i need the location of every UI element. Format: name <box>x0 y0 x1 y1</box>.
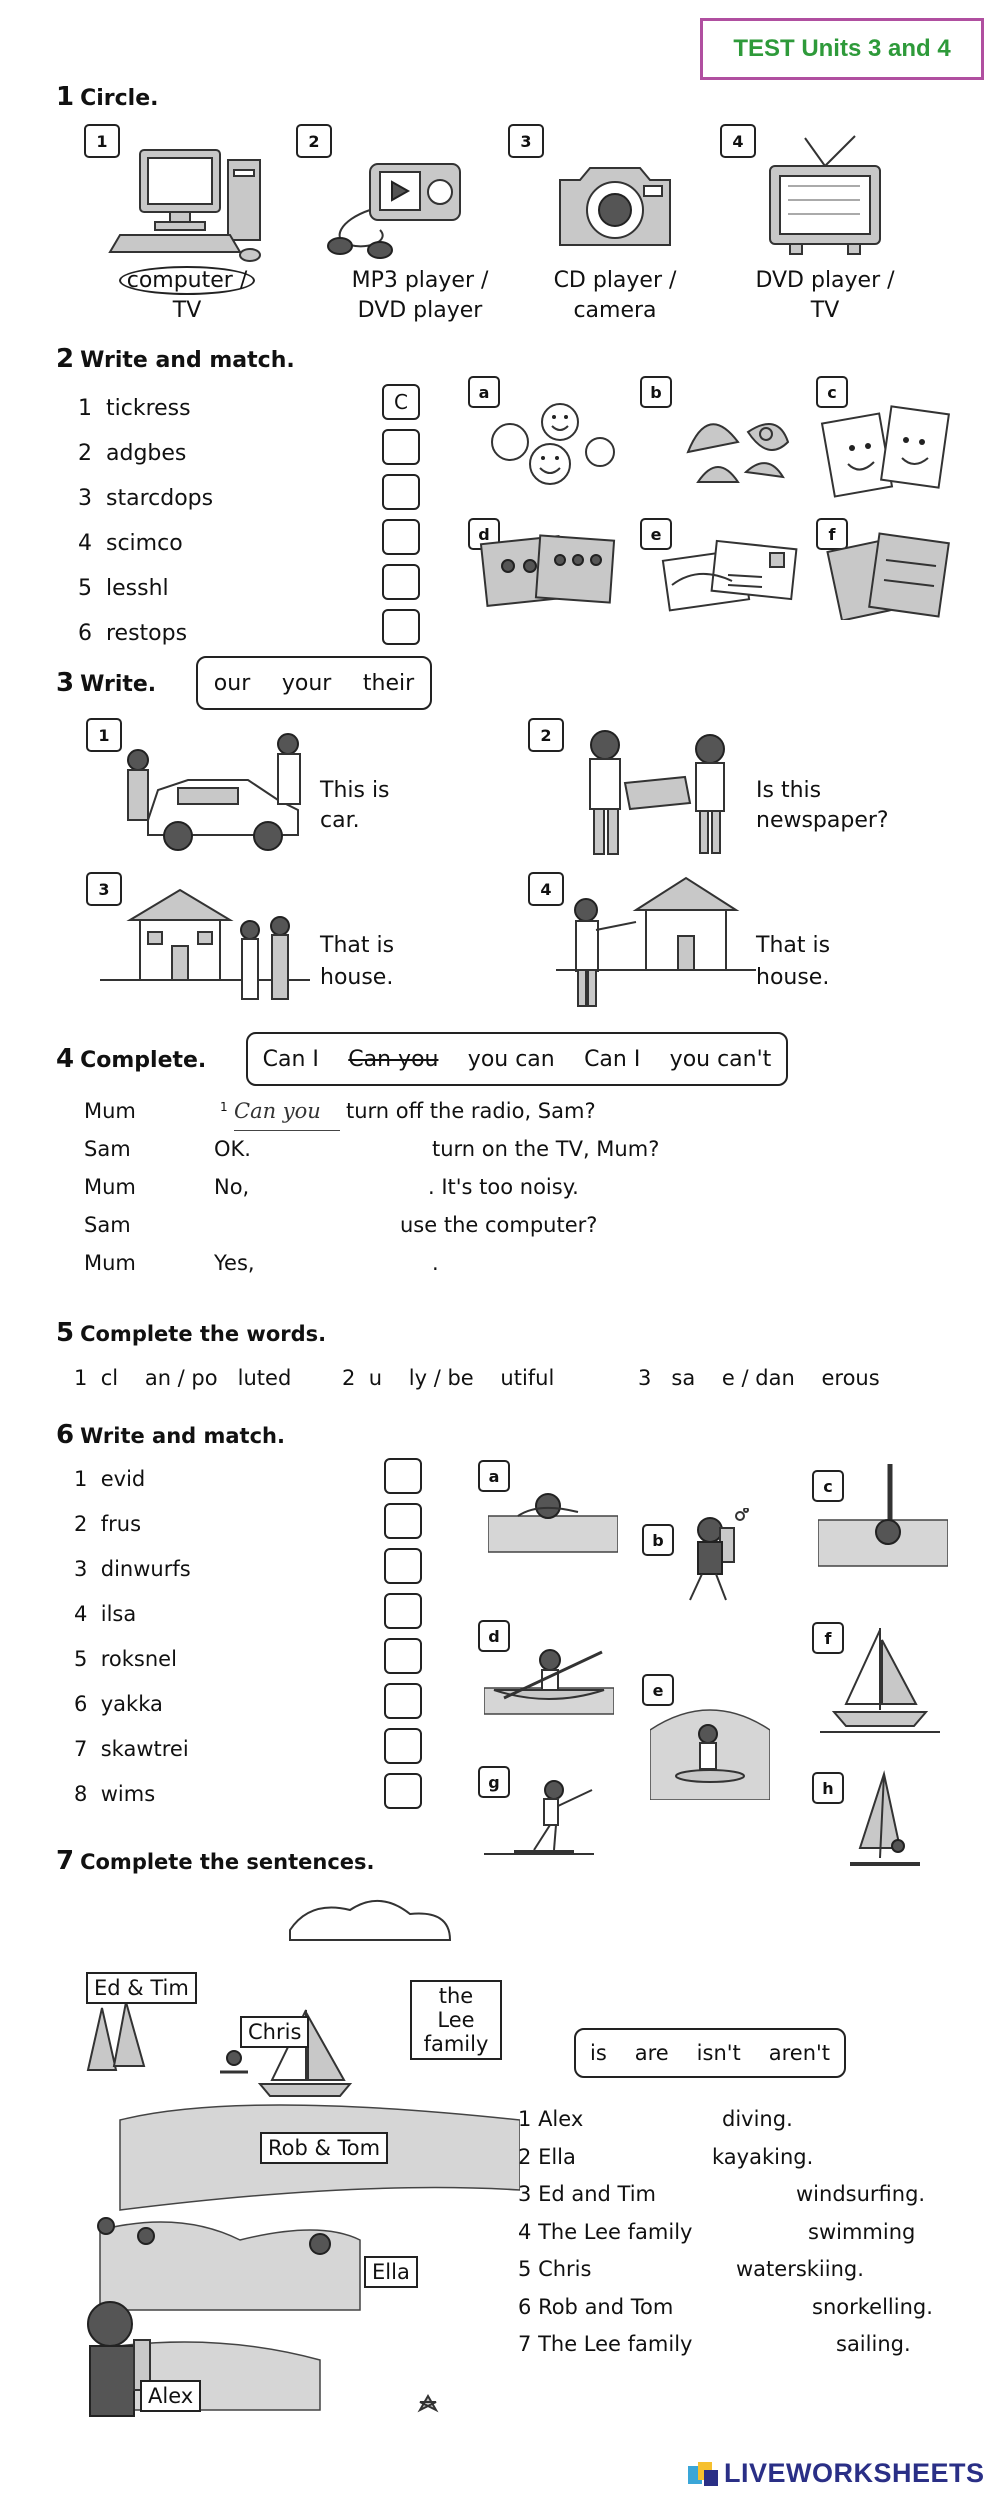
stickers-cards-icon <box>820 398 960 498</box>
dialogue-line: Sam OK. turn on the TV, Mum? <box>84 1137 660 1161</box>
pic-label: f <box>812 1622 844 1654</box>
item-number: 3 <box>86 872 122 906</box>
word-bank: our your their <box>196 656 432 710</box>
list-item: 2 frus <box>74 1512 142 1536</box>
choice-line1[interactable]: CD player / <box>553 268 677 293</box>
list-item: 7 skawtrei <box>74 1737 189 1761</box>
word-completion-1: 1 cl an / po luted <box>74 1366 292 1390</box>
swimming-illustration <box>488 1476 618 1556</box>
sentence-line1: That is <box>756 933 831 958</box>
item-number: 4 <box>528 872 564 906</box>
section-6-heading: 6 Write and match. <box>56 1420 285 1450</box>
pic-label: g <box>478 1766 510 1798</box>
stickers-icon <box>480 392 620 492</box>
shells-icon <box>668 392 798 492</box>
choice-line1[interactable]: MP3 player / <box>351 268 489 293</box>
answer-box[interactable] <box>382 429 420 465</box>
pic-label: d <box>468 518 500 550</box>
list-item: 4 ilsa <box>74 1602 137 1626</box>
sentence-list <box>518 2101 958 2364</box>
pic-label: e <box>642 1674 674 1706</box>
sentence-line1: This is <box>320 778 390 803</box>
list-item: 5 lesshl <box>78 576 169 601</box>
surfing-illustration <box>650 1690 770 1800</box>
footer-brand-text: LIVEWORKSHEETS <box>724 2458 985 2488</box>
sentence-line2: house. <box>320 965 394 990</box>
answer-box[interactable] <box>382 519 420 555</box>
answer-box[interactable] <box>384 1728 422 1764</box>
choice-computer-circled[interactable]: computer / <box>119 266 256 295</box>
diving-illustration <box>670 1508 760 1608</box>
list-item: 1 evid <box>74 1467 146 1491</box>
item-number: 1 <box>86 718 122 752</box>
scene-label: Chris <box>240 2016 309 2048</box>
house-family-illustration <box>100 880 310 1010</box>
answer-box[interactable] <box>382 564 420 600</box>
list-item: 3 Ed and Tim windsurfing. <box>518 2182 926 2206</box>
list-item: 3 starcdops <box>78 486 214 511</box>
answer-box[interactable] <box>384 1548 422 1584</box>
sentence-line1: Is this <box>756 778 822 803</box>
choice-line2[interactable]: camera <box>573 298 657 323</box>
answer-box[interactable] <box>384 1773 422 1809</box>
choice-line2[interactable]: TV <box>172 298 202 323</box>
item-number: 2 <box>528 718 564 752</box>
sentence-line2: house. <box>756 965 830 990</box>
tv-icon <box>760 130 890 260</box>
word-bank: is are isn't aren't <box>574 2028 846 2078</box>
dialogue-line: Mum Yes, . <box>84 1251 439 1275</box>
list-item: 6 Rob and Tom snorkelling. <box>518 2294 933 2319</box>
dialogue-line: Mum 1 Can you turn off the radio, Sam? <box>84 1092 136 1130</box>
newspaper-people-illustration <box>570 725 750 860</box>
word-bank: Can I Can you you can Can I you can't <box>246 1032 788 1086</box>
pic-label: c <box>812 1470 844 1502</box>
pic-label: h <box>812 1772 844 1804</box>
posters-icon <box>478 530 618 610</box>
word-completion-2: 2 u ly / be utiful <box>342 1366 555 1390</box>
list-item: 5 roksnel <box>74 1647 177 1671</box>
list-item: 3 dinwurfs <box>74 1557 191 1581</box>
computer-icon <box>100 140 270 270</box>
postcards-icon <box>658 535 798 615</box>
sentence-line1: That is <box>320 933 395 958</box>
list-item: 6 yakka <box>74 1692 163 1716</box>
section-2-heading: 2 Write and match. <box>56 344 295 374</box>
answer-box[interactable] <box>382 474 420 510</box>
section-4-heading: 4 Complete. <box>56 1044 207 1074</box>
list-item: 2 Ella kayaking. <box>518 2144 814 2169</box>
sentence-line2: newspaper? <box>756 808 889 833</box>
answer-box[interactable] <box>384 1683 422 1719</box>
list-item: 7 The Lee family sailing. <box>518 2332 911 2356</box>
word-completion-3: 3 sa e / dan erous <box>638 1366 880 1390</box>
kayaking-illustration <box>484 1628 614 1718</box>
list-item: 5 Chris waterskiing. <box>518 2257 864 2281</box>
scene-label: Ella <box>364 2256 418 2288</box>
pic-label: b <box>640 376 672 408</box>
sailing-illustration <box>820 1620 940 1740</box>
scene-label: Ed & Tim <box>86 1972 197 2004</box>
dialogue-line: Sam use the computer? <box>84 1213 598 1237</box>
list-item: 2 adgbes <box>78 441 187 466</box>
waterskiing-illustration <box>484 1770 594 1870</box>
pic-label: a <box>468 376 500 408</box>
answer-box[interactable] <box>382 609 420 645</box>
section-1-heading: 1 Circle. <box>56 82 159 112</box>
car-people-illustration <box>118 730 318 860</box>
mp3-player-icon <box>310 150 480 260</box>
pic-label: e <box>640 518 672 550</box>
answer-box[interactable] <box>384 1638 422 1674</box>
item-number: 4 <box>720 124 756 158</box>
windsurfing-illustration <box>840 1768 930 1878</box>
answer-box[interactable] <box>384 1593 422 1629</box>
scene-label: the Lee family <box>410 1980 502 2060</box>
answer-box[interactable] <box>384 1458 422 1494</box>
pic-label: f <box>816 518 848 550</box>
list-item: 8 wims <box>74 1782 156 1806</box>
list-item: 4 scimco <box>78 531 183 556</box>
footer-brand[interactable] <box>686 2458 985 2489</box>
section-5-heading: 5 Complete the words. <box>56 1318 327 1348</box>
item-number: 1 <box>84 124 120 158</box>
scene-label: Alex <box>140 2380 201 2412</box>
item-number: 2 <box>296 124 332 158</box>
list-item: 1 Alex diving. <box>518 2107 793 2131</box>
item-number: 3 <box>508 124 544 158</box>
pic-label: a <box>478 1460 510 1492</box>
choice-line2[interactable]: TV <box>810 298 840 323</box>
dialogue <box>84 1092 660 1282</box>
comics-icon <box>826 530 956 620</box>
sentence-line2: car. <box>320 808 360 833</box>
dialogue-line: Mum No, . It's too noisy. <box>84 1175 579 1199</box>
scene-label: Rob & Tom <box>260 2132 388 2164</box>
list-item: 4 The Lee family swimming <box>518 2219 916 2244</box>
pic-label: c <box>816 376 848 408</box>
list-item: 6 restops <box>78 621 188 646</box>
pic-label: d <box>478 1620 510 1652</box>
answer-box[interactable]: C <box>382 384 420 420</box>
house-boy-illustration <box>556 870 756 1010</box>
answer-box[interactable] <box>384 1503 422 1539</box>
page-title: TEST Units 3 and 4 <box>733 35 951 62</box>
section-3-heading: 3 Write. <box>56 668 157 698</box>
camera-icon <box>540 150 690 260</box>
pic-label: b <box>642 1524 674 1556</box>
liveworksheets-logo-icon <box>686 2460 720 2488</box>
choice-line1[interactable]: DVD player / <box>755 268 895 293</box>
section-7-heading: 7 Complete the sentences. <box>56 1846 375 1876</box>
title-box <box>700 18 984 80</box>
choice-line2[interactable]: DVD player <box>357 298 483 323</box>
word-list <box>78 386 213 656</box>
snorkelling-illustration <box>818 1460 948 1570</box>
word-list <box>74 1457 191 1817</box>
answer-example[interactable]: Can you <box>234 1092 340 1131</box>
list-item: 1 tickress <box>78 396 191 421</box>
